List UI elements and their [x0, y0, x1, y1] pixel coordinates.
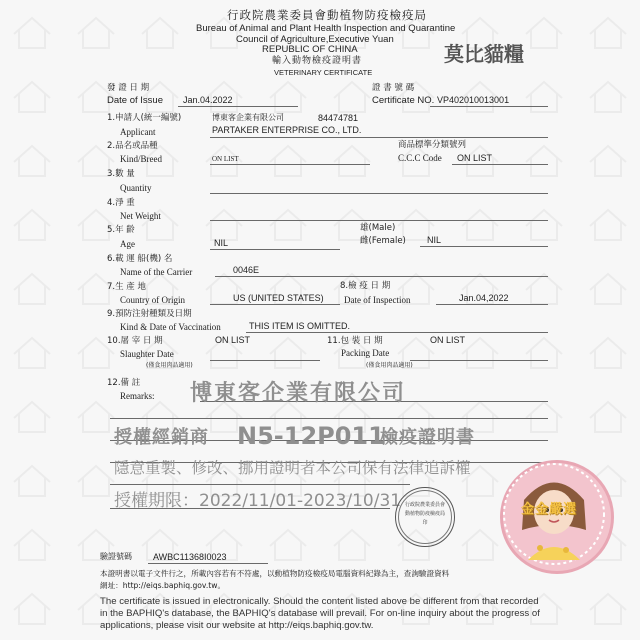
female-label: 雌(Female) [360, 236, 406, 246]
country-title: REPUBLIC OF CHINA [262, 44, 358, 55]
footer-en-line-1: The certificate is issued in electronically. Should the content listed above be different from that recorded [100, 596, 539, 607]
checksum-label: 驗證號碼 [100, 552, 132, 561]
council-title-en: Council of Agriculture,Executive Yuan [236, 34, 394, 45]
footer-en-line-3: applications, please visit our website at http://eiqs.baphiq.gov.tw. [100, 620, 374, 631]
age-value: NIL [214, 238, 229, 248]
vaccination-value: THIS ITEM IS OMITTED. [249, 321, 350, 331]
carrier-label-zh: 6.載 運 船(機) 名 [107, 254, 173, 264]
cert-no-label-en: Certificate NO. [372, 95, 435, 106]
net-weight-label-zh: 4.淨 重 [107, 198, 135, 208]
sex-value: NIL [427, 235, 442, 245]
packing-label-zh: 11.包 裝 日 期 [327, 336, 383, 346]
issue-date-label-en: Date of Issue [107, 95, 163, 106]
overlay-cert-label: 檢疫證明書 [380, 427, 475, 448]
overlay-distributor-label: 授權經銷商 [114, 427, 209, 448]
overlay-distributor-code: N5-12P011 [237, 422, 385, 450]
slaughter-label-en: Slaughter Date [120, 349, 174, 359]
packing-label-en: Packing Date [341, 348, 390, 358]
kind-label-zh: 2.品名或品種 [107, 141, 158, 151]
applicant-label-zh: 1.申請人(統一編號) [107, 113, 182, 123]
vaccination-label-zh: 9.預防注射種類及日期 [107, 309, 192, 319]
slaughter-value: ON LIST [215, 335, 251, 345]
agency-title-zh: 行政院農業委員會動植物防疫檢疫局 [227, 8, 427, 22]
inspection-label-en: Date of Inspection [344, 295, 411, 305]
carrier-value: 0046E [233, 265, 260, 275]
origin-value: US (UNITED STATES) [233, 293, 324, 303]
applicant-label-en: Applicant [120, 127, 156, 137]
packing-value: ON LIST [430, 335, 466, 345]
age-label-zh: 5.年 齡 [107, 225, 135, 235]
cert-no-label-zh: 證 書 號 碼 [372, 83, 415, 93]
remarks-label-zh: 12.備 註 [107, 378, 141, 388]
origin-label-en: Country of Origin [120, 295, 185, 305]
male-label: 雄(Male) [360, 223, 396, 233]
issue-date-value: Jan.04.2022 [183, 95, 233, 105]
footer-en-line-2: in the BAPHIQ's database, the BAPHIQ's database will prevail. For on-line inquiry about the progress of [100, 608, 540, 619]
inspection-label-zh: 8.檢 疫 日 期 [340, 281, 391, 291]
ccc-value: ON LIST [457, 153, 493, 163]
brand-badge [500, 460, 614, 574]
footer-zh-line-1: 本證明書以電子文件行之，所載內容若有不符處，以動植物防疫檢疫局電腦資料紀錄為主，查詢驗證資料 [100, 569, 450, 578]
badge-text: 金金嚴選 [521, 502, 578, 517]
quantity-label-en: Quantity [120, 183, 152, 193]
slaughter-note: (僅食用肉品適用) [146, 362, 193, 369]
overlay-period: 授權期限：2022/11/01-2023/10/31 [114, 491, 402, 511]
remarks-label-en: Remarks: [120, 391, 155, 401]
issue-date-label-zh: 發 證 日 期 [107, 83, 150, 93]
quantity-label-zh: 3.數 量 [107, 169, 135, 179]
net-weight-label-en: Net Weight [120, 211, 161, 221]
applicant-value-en: PARTAKER ENTERPRISE CO., LTD. [212, 125, 362, 135]
slaughter-label-zh: 10.屠 宰 日 期 [107, 336, 163, 346]
kind-label-en: Kind/Breed [120, 154, 162, 164]
kind-value: ON LIST [212, 155, 239, 163]
seal-line-2: 動植物防疫檢疫局 [404, 511, 445, 517]
ccc-label-en: C.C.C Code [398, 153, 442, 163]
packing-note: (僅食用肉品適用) [366, 362, 413, 369]
agency-title-en: Bureau of Animal and Plant Health Inspection and Quarantine [196, 23, 456, 34]
vaccination-label-en: Kind & Date of Vaccination [120, 322, 221, 332]
inspection-value: Jan.04,2022 [459, 293, 509, 303]
product-tag: 莫比貓糧 [444, 42, 524, 66]
seal-line-3: 印 [422, 520, 428, 526]
carrier-label-en: Name of the Carrier [120, 267, 193, 277]
certificate-title-zh: 輸入動物檢疫證明書 [272, 56, 363, 66]
cert-no-value: VP402010013001 [437, 95, 510, 105]
seal-line-1: 行政院農業委員會 [404, 502, 445, 508]
footer-zh-line-2: 網址：http://eiqs.baphiq.gov.tw。 [100, 581, 226, 590]
origin-label-zh: 7.生 產 地 [107, 282, 147, 292]
applicant-tax-id: 84474781 [318, 113, 359, 123]
official-seal [395, 487, 455, 547]
checksum-value: AWBC11368I0023 [153, 552, 227, 562]
applicant-value-zh: 博東客企業有限公司 [212, 113, 284, 122]
overlay-warning: 隱意重製、修改、挪用證明者本公司保有法律追訴權 [114, 459, 471, 477]
certificate-title-en: VETERINARY CERTIFICATE [274, 68, 373, 77]
ccc-label-zh: 商品標準分類號列 [398, 140, 467, 150]
overlay-company: 博東客企業有限公司 [190, 381, 407, 406]
age-label-en: Age [120, 239, 135, 249]
